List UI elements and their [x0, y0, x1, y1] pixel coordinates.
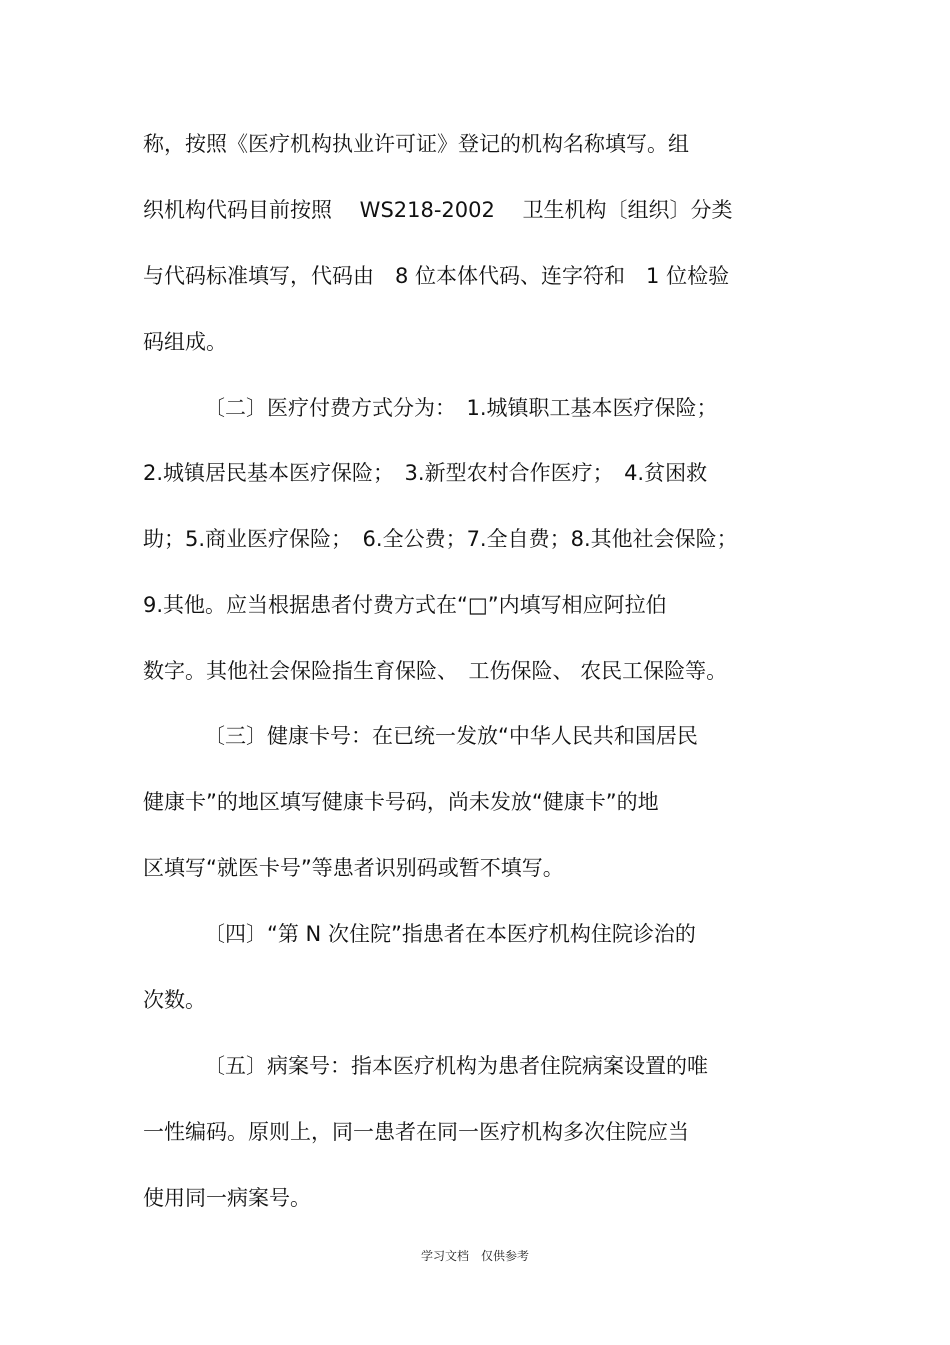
- text-line: 一性编码。原则上，同一患者在同一医疗机构多次住院应当: [143, 1120, 689, 1144]
- text-line: 助；5.商业医疗保险； 6.全公费；7.全自费；8.其他社会保险；: [143, 527, 738, 551]
- text-line: 健康卡”的地区填写健康卡号码，尚未发放“健康卡”的地: [143, 790, 659, 814]
- text-line: 数字。其他社会保险指生育保险、 工伤保险、 农民工保险等。: [143, 659, 728, 683]
- section-two-heading-line: 〔二〕医疗付费方式分为： 1.城镇职工基本医疗保险；: [204, 396, 718, 420]
- section-three-heading-line: 〔三〕健康卡号：在已统一发放“中华人民共和国居民: [204, 724, 698, 748]
- text-line: 称，按照《医疗机构执业许可证》登记的机构名称填写。组: [143, 132, 689, 156]
- section-five-heading-line: 〔五〕病案号：指本医疗机构为患者住院病案设置的唯: [204, 1054, 708, 1078]
- section-four-heading-line: 〔四〕“第 N 次住院”指患者在本医疗机构住院诊治的: [204, 922, 696, 946]
- text-line: 区填写“就医卡号”等患者识别码或暂不填写。: [143, 856, 564, 880]
- text-line: 2.城镇居民基本医疗保险； 3.新型农村合作医疗； 4.贫困救: [143, 461, 708, 485]
- text-line: 使用同一病案号。: [143, 1186, 311, 1210]
- text-line: 与代码标准填写，代码由 8 位本体代码、连字符和 1 位检验: [143, 264, 730, 288]
- page-footer: 学习文档 仅供参考: [420, 1249, 529, 1263]
- text-line: 次数。: [143, 988, 206, 1012]
- text-line: 码组成。: [143, 330, 227, 354]
- text-line: 织机构代码目前按照 WS218-2002 卫生机构〔组织〕分类: [143, 198, 733, 222]
- text-line: 9.其他。应当根据患者付费方式在“□”内填写相应阿拉伯: [143, 593, 667, 617]
